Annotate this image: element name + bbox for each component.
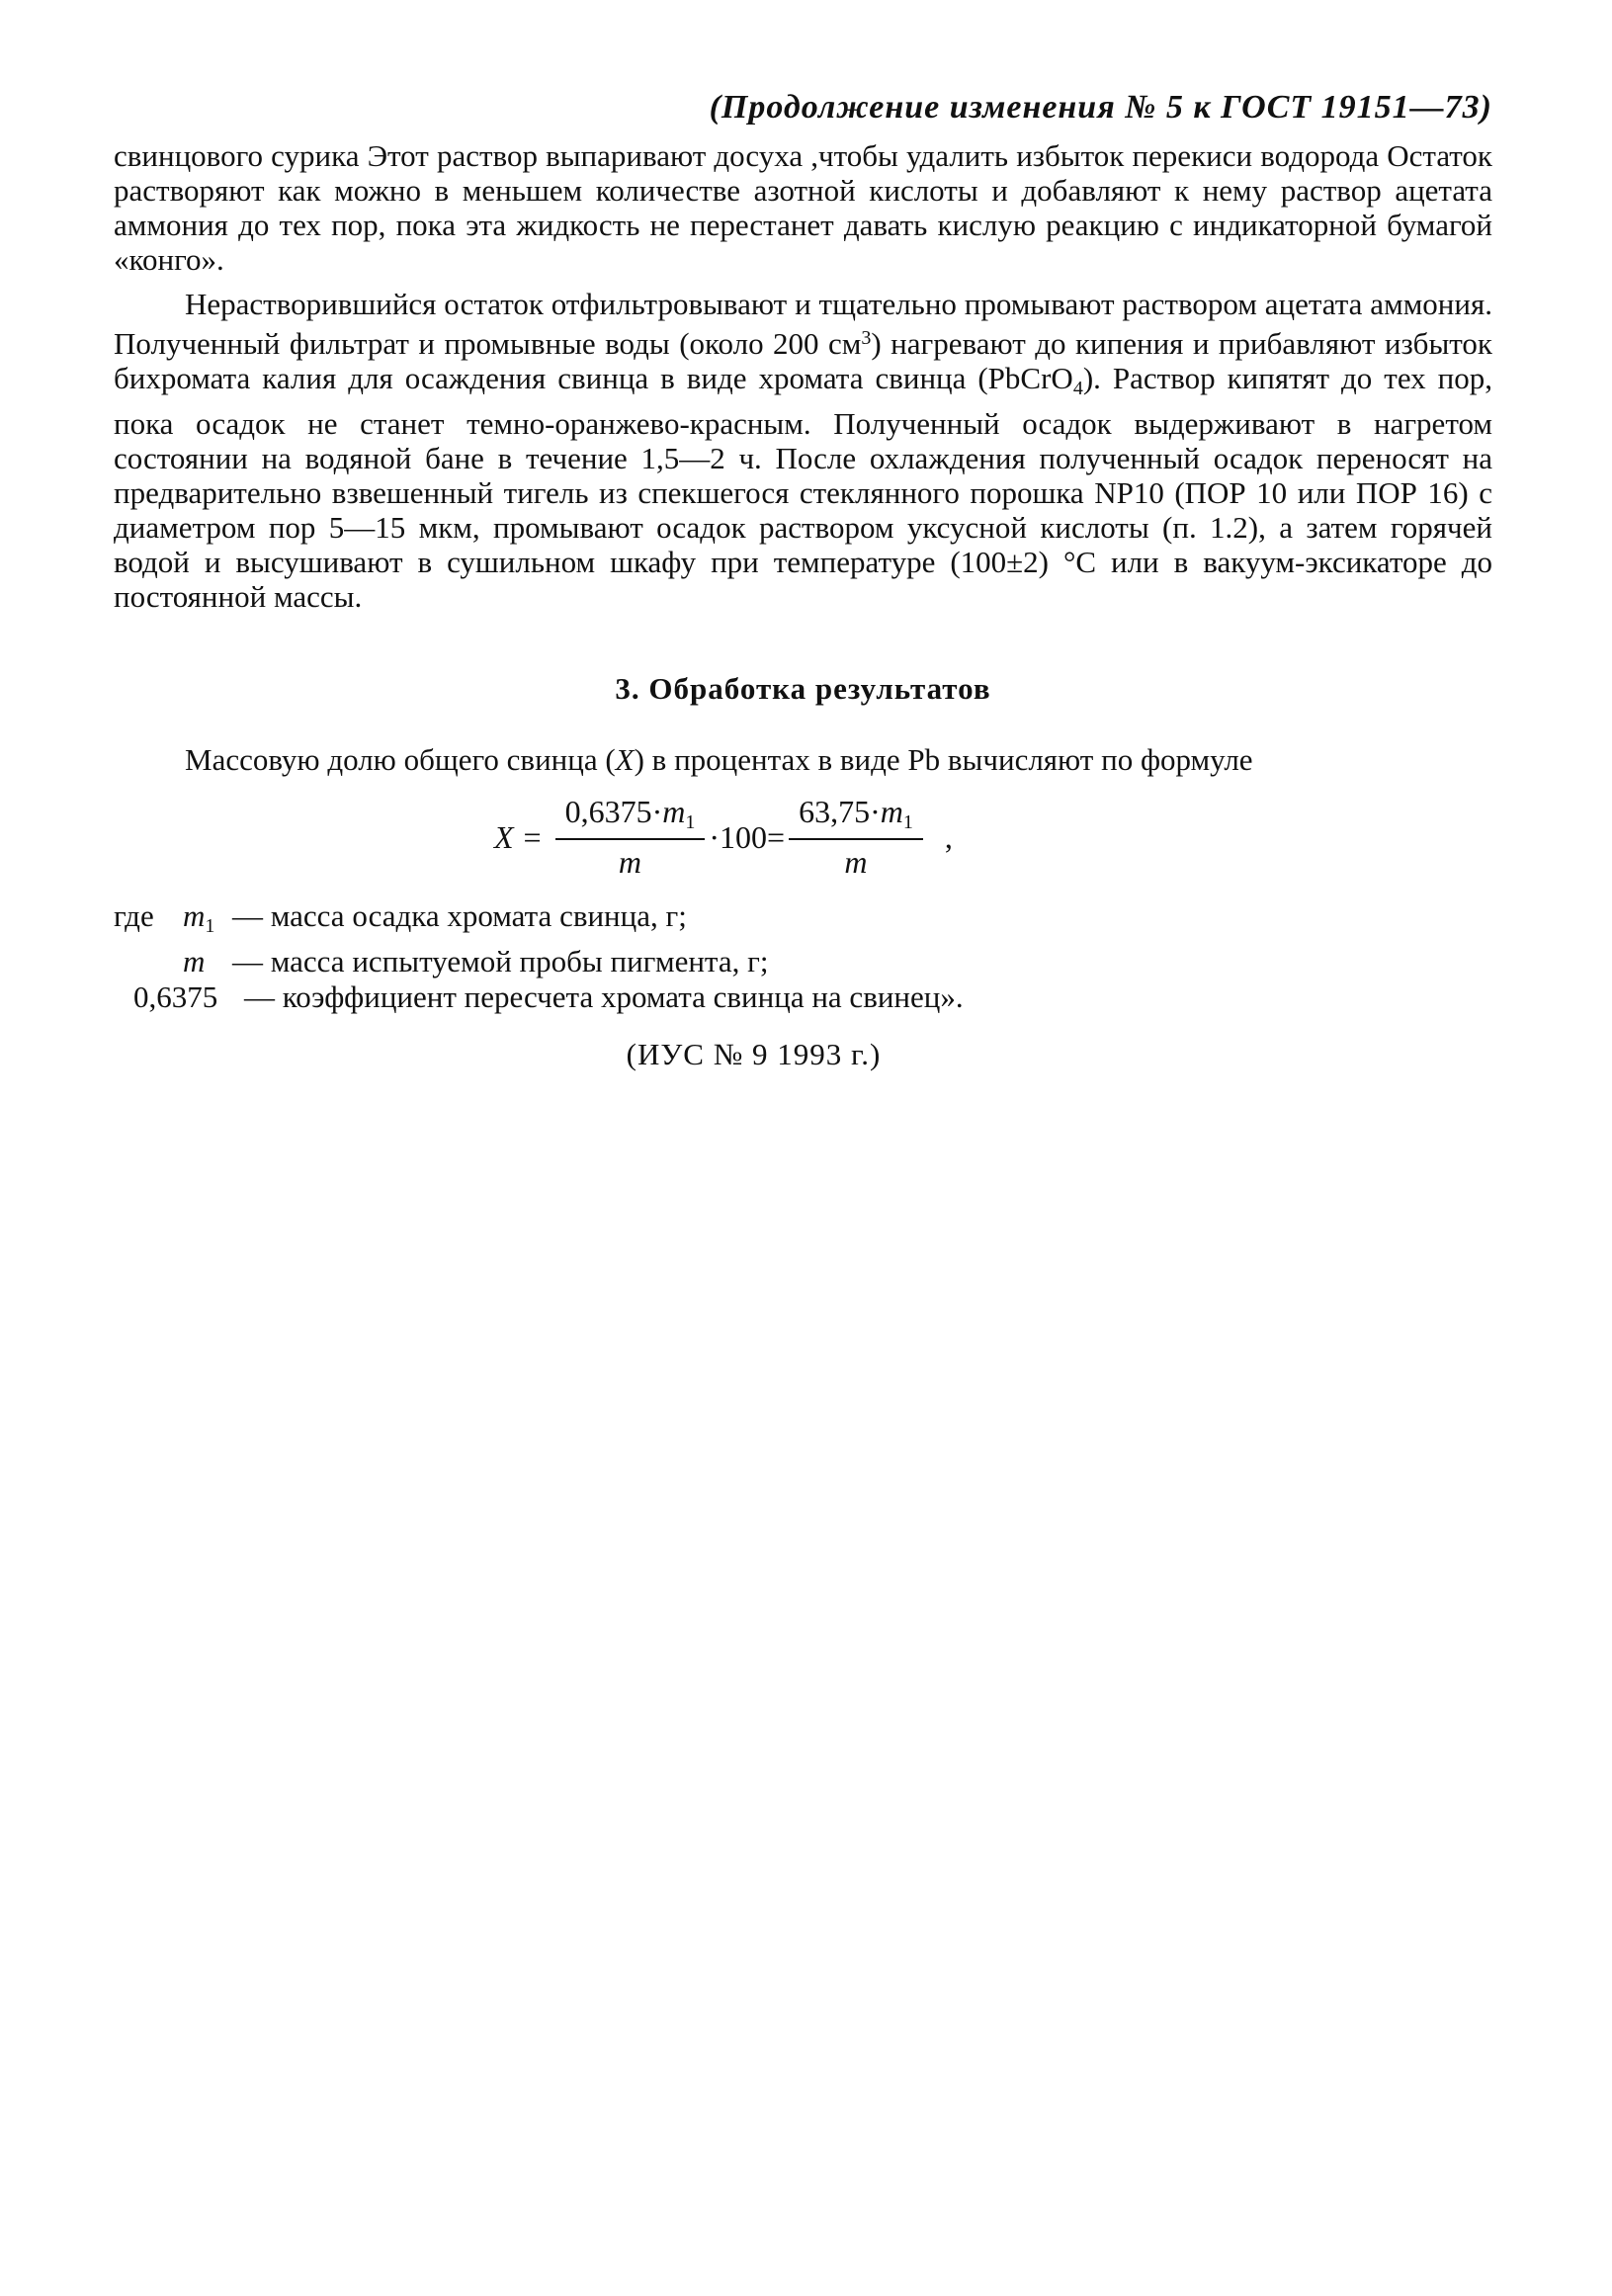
fraction-2-coefficient: 63,75·: [799, 794, 881, 829]
legend-spacer: [114, 944, 183, 979]
formula-lhs: X: [494, 818, 514, 855]
fraction-1-subscript: 1: [685, 811, 696, 833]
formula-comma: ,: [944, 818, 953, 855]
legend-desc-2: — масса испытуемой пробы пигмента, г;: [232, 944, 769, 978]
cm3-superscript: 3: [861, 327, 872, 349]
legend-symbol-2: [183, 944, 232, 979]
paragraph-2-part-b: ) нагревают до кипения и прибавляют избыток бихромата калия для осаждения свинца в виде хромата свинца (PbCrO: [114, 326, 1492, 395]
section-title: 3. Обработка результатов: [615, 671, 991, 706]
fraction-1-denominator: m: [618, 844, 642, 880]
formula-intro-variable: X: [615, 742, 635, 777]
legend-desc-1: — масса осадка хромата свинца, г;: [232, 898, 687, 933]
paragraph-2-part-a: Нерастворившийся остаток отфильтровывают и тщательно промывают раствором ацетата аммония. Полученный фильтрат и промывные воды (около 200 см: [114, 287, 1492, 361]
fraction-2-denominator: m: [844, 844, 868, 880]
fraction-1-variable: m: [662, 794, 686, 829]
formula-intro: [114, 740, 1492, 780]
fraction-2: [789, 794, 923, 881]
paragraph-2-part-c: ). Раствор кипятят до тех пор, пока осадок не станет темно-оранжево-красным. Полученный осадок выдерживают в нагретом состоянии на водяной бане в течение 1,5—2 ч. После охлаждения полученный осадок переносят на предварительно взвешенный тигель из спекшегося стеклянного порошка NP10 (ПОР 10 или ПОР 16) с диаметром пор 5—15 мкм, промывают осадок раствором уксусной кислоты (п. 1.2), а затем горячей водой и высушивают в сушильном шкафу при температуре (100±2) °С или в вакуум-эксикаторе до постоянной массы.: [114, 361, 1492, 614]
paragraph-1: свинцового сурика Этот раствор выпаривают досуха ,чтобы удалить избыток перекиси водорода Остаток растворяют как можно в меньшем количестве азотной кислоты и добавляют к нему раствор ацетата аммония до тех пор, пока эта жидкость не перестанет давать кислую реакцию с индикаторной бумагой «конго».: [114, 138, 1492, 277]
formula-intro-part-a: Массовую долю общего свинца (: [185, 742, 616, 777]
fraction-2-subscript: 1: [902, 811, 913, 833]
formula-equals: =: [523, 818, 542, 855]
legend-row-3: [114, 979, 1492, 1015]
pbcro4-subscript: 4: [1072, 378, 1083, 399]
fraction-1-coefficient: 0,6375·: [564, 794, 663, 829]
legend-row-2: [114, 944, 1492, 979]
fraction-1-numerator: [555, 794, 706, 840]
formula-multiplier: ·100=: [709, 818, 786, 855]
fraction-2-numerator: [789, 794, 923, 840]
legend-symbol-1: [183, 898, 232, 944]
legend-row-1: [114, 898, 1492, 944]
formula-legend: [114, 898, 1492, 1015]
legend-where: где: [114, 898, 154, 933]
fraction-2-variable: m: [880, 794, 903, 829]
paragraph-2: [114, 287, 1492, 614]
legend-symbol-2-var: m: [183, 944, 206, 978]
legend-symbol-1-sub: 1: [205, 915, 215, 937]
source-reference: (ИУС № 9 1993 г.): [626, 1037, 882, 1071]
formula-block: [114, 790, 1492, 885]
legend-spacer-3: [114, 979, 133, 1015]
page-header: (Продолжение изменения № 5 к ГОСТ 19151—73): [709, 89, 1492, 126]
legend-symbol-1-var: m: [183, 898, 206, 933]
legend-desc-3: — коэффициент пересчета хромата свинца на свинец».: [244, 979, 964, 1014]
formula-intro-part-b: ) в процентах в виде Pb вычисляют по формуле: [634, 742, 1253, 777]
legend-symbol-3: 0,6375: [133, 979, 218, 1014]
fraction-1: [555, 794, 706, 881]
document-page: [114, 89, 1492, 1072]
formula: [494, 790, 953, 885]
